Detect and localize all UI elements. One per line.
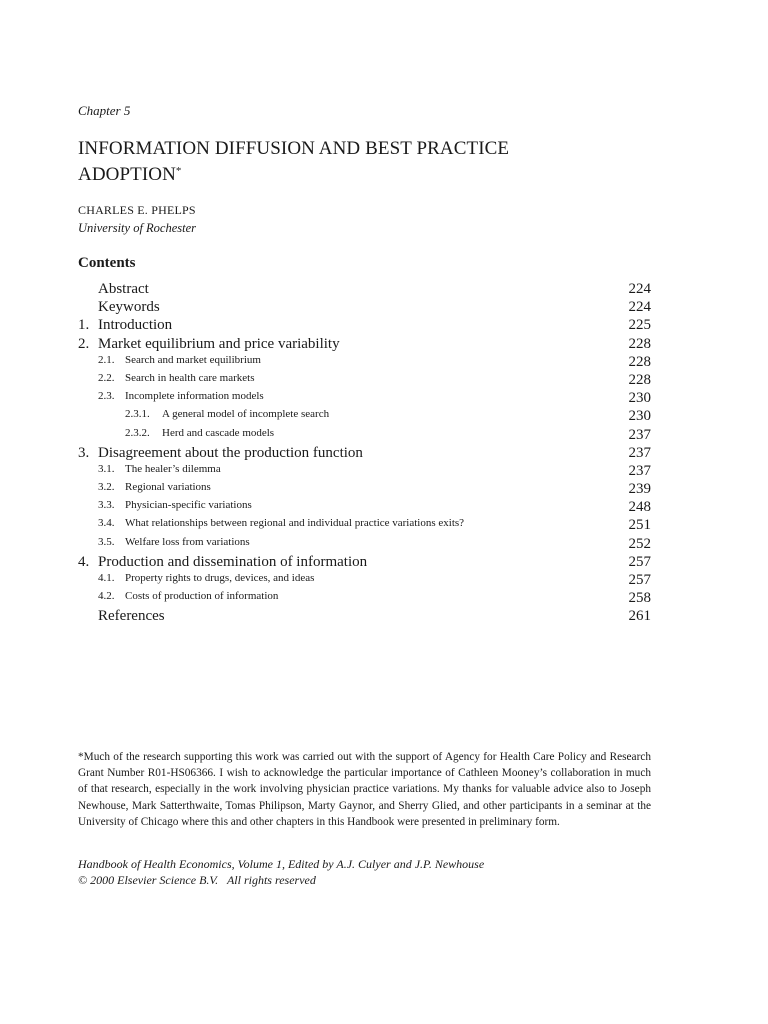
toc-entry-number: 2.3.2. <box>125 426 150 439</box>
toc-entry[interactable] <box>78 463 651 481</box>
toc-entry[interactable] <box>78 427 651 445</box>
toc-entry-title: Herd and cascade models <box>162 426 275 439</box>
toc-entry[interactable] <box>78 517 651 535</box>
toc-entry-title: What relationships between regional and individual practice variations exits? <box>125 517 465 530</box>
toc-entry-page-number: 237 <box>628 426 651 443</box>
toc-entry-number: 3.5. <box>98 535 115 548</box>
toc-entry-page-number: 257 <box>628 553 651 570</box>
toc-entry[interactable] <box>78 445 651 463</box>
toc-entry[interactable] <box>78 372 651 390</box>
toc-entry-number: 4. <box>78 553 90 570</box>
toc-entry[interactable] <box>78 536 651 554</box>
toc-entry-title: Introduction <box>98 317 173 334</box>
table-of-contents <box>78 281 651 627</box>
toc-entry-number: 1. <box>78 317 90 334</box>
toc-entry-title: Welfare loss from variations <box>125 535 250 548</box>
toc-entry-title: Regional variations <box>125 481 211 494</box>
toc-entry-title: Keywords <box>98 299 160 316</box>
toc-entry[interactable] <box>78 481 651 499</box>
toc-entry-number: 3. <box>78 444 90 461</box>
toc-entry-number: 4.2. <box>98 590 115 603</box>
toc-entry-number: 3.2. <box>98 481 115 494</box>
toc-entry-number: 2.3. <box>98 390 115 403</box>
author-name: CHARLES E. PHELPS <box>78 203 196 217</box>
toc-entry-page-number: 257 <box>628 572 651 588</box>
chapter-title-line-2: ADOPTION <box>78 164 176 185</box>
toc-entry-number: 3.1. <box>98 462 115 475</box>
toc-entry-title: Physician-specific variations <box>125 499 252 512</box>
toc-entry-title: Costs of production of information <box>125 590 279 603</box>
toc-entry-number: 3.4. <box>98 517 115 530</box>
toc-entry-title: Production and dissemination of information <box>98 553 368 570</box>
toc-entry[interactable] <box>78 554 651 572</box>
toc-entry[interactable] <box>78 299 651 317</box>
chapter-title-line-1: INFORMATION DIFFUSION AND BEST PRACTICE <box>78 138 510 159</box>
handbook-citation: Handbook of Health Economics, Volume 1, Edited by A.J. Culyer and J.P. Newhouse <box>78 857 485 871</box>
toc-entry-page-number: 230 <box>628 408 651 425</box>
toc-entry-title: References <box>98 608 165 625</box>
toc-entry-number: 2.3.1. <box>125 408 150 421</box>
toc-entry-page-number: 230 <box>628 390 651 407</box>
toc-entry-page-number: 261 <box>628 608 651 625</box>
toc-entry-page-number: 251 <box>628 517 651 534</box>
toc-entry-number: 4.1. <box>98 572 115 584</box>
toc-entry-page-number: 228 <box>628 371 651 388</box>
toc-entry-number: 2. <box>78 335 90 352</box>
toc-entry-number: 2.2. <box>98 371 115 384</box>
toc-entry-page-number: 224 <box>628 299 651 316</box>
toc-entry[interactable] <box>78 590 651 608</box>
toc-entry-number: 2.1. <box>98 353 115 366</box>
toc-entry[interactable] <box>78 572 651 590</box>
toc-entry-page-number: 248 <box>628 499 651 516</box>
toc-entry-title: The healer’s dilemma <box>125 462 221 475</box>
toc-entry[interactable] <box>78 390 651 408</box>
footnote-mark: * <box>175 165 182 177</box>
toc-entry[interactable] <box>78 608 651 626</box>
toc-entry-title: Disagreement about the production function <box>98 444 363 461</box>
acknowledgement-footnote: *Much of the research supporting this work was carried out with the support of Agency for Health Care Policy and Research Grant Number R01-HS06366. I wish to acknowledge the particular importance of Cathleen Mooney’s collaboration in much of that research, especially in the work involving physician practice variations. My thanks for valuable advice also to Joseph Newhouse, Mark Satterthwaite, Tomas Philipson, Marty Gaynor, and Sherry Glied, and other participants in a seminar at the University of Chicago where this and other chapters in this Handbook were presented in preliminary form. <box>78 751 651 828</box>
copyright-notice: © 2000 Elsevier Science B.V. All rights reserved <box>78 873 316 887</box>
chapter-title <box>78 137 509 186</box>
toc-entry[interactable] <box>78 354 651 372</box>
author-affiliation: University of Rochester <box>78 221 197 235</box>
toc-entry-page-number: 224 <box>628 281 651 297</box>
document-page <box>78 0 651 1024</box>
toc-entry-title: Incomplete information models <box>125 390 264 403</box>
toc-entry[interactable] <box>78 336 651 354</box>
toc-entry[interactable] <box>78 499 651 517</box>
toc-entry-title: Market equilibrium and price variability <box>98 335 340 352</box>
toc-entry-title: Search in health care markets <box>125 371 255 384</box>
toc-entry-title: Abstract <box>98 281 149 297</box>
chapter-label: Chapter 5 <box>78 103 131 118</box>
contents-heading: Contents <box>78 255 136 271</box>
toc-entry-page-number: 252 <box>628 535 651 552</box>
toc-entry-page-number: 237 <box>628 444 651 461</box>
toc-entry-title: A general model of incomplete search <box>162 408 330 421</box>
toc-entry-page-number: 228 <box>628 353 651 370</box>
toc-entry[interactable] <box>78 317 651 335</box>
toc-entry-page-number: 239 <box>628 481 651 498</box>
toc-entry-page-number: 228 <box>628 335 651 352</box>
toc-entry-page-number: 237 <box>628 462 651 479</box>
toc-entry[interactable] <box>78 408 651 426</box>
toc-entry-page-number: 258 <box>628 590 651 607</box>
publication-info <box>78 856 484 888</box>
toc-entry[interactable] <box>78 281 651 299</box>
toc-entry-title: Property rights to drugs, devices, and ideas <box>125 572 315 584</box>
toc-entry-title: Search and market equilibrium <box>125 353 261 366</box>
toc-entry-number: 3.3. <box>98 499 115 512</box>
toc-entry-page-number: 225 <box>628 317 651 334</box>
